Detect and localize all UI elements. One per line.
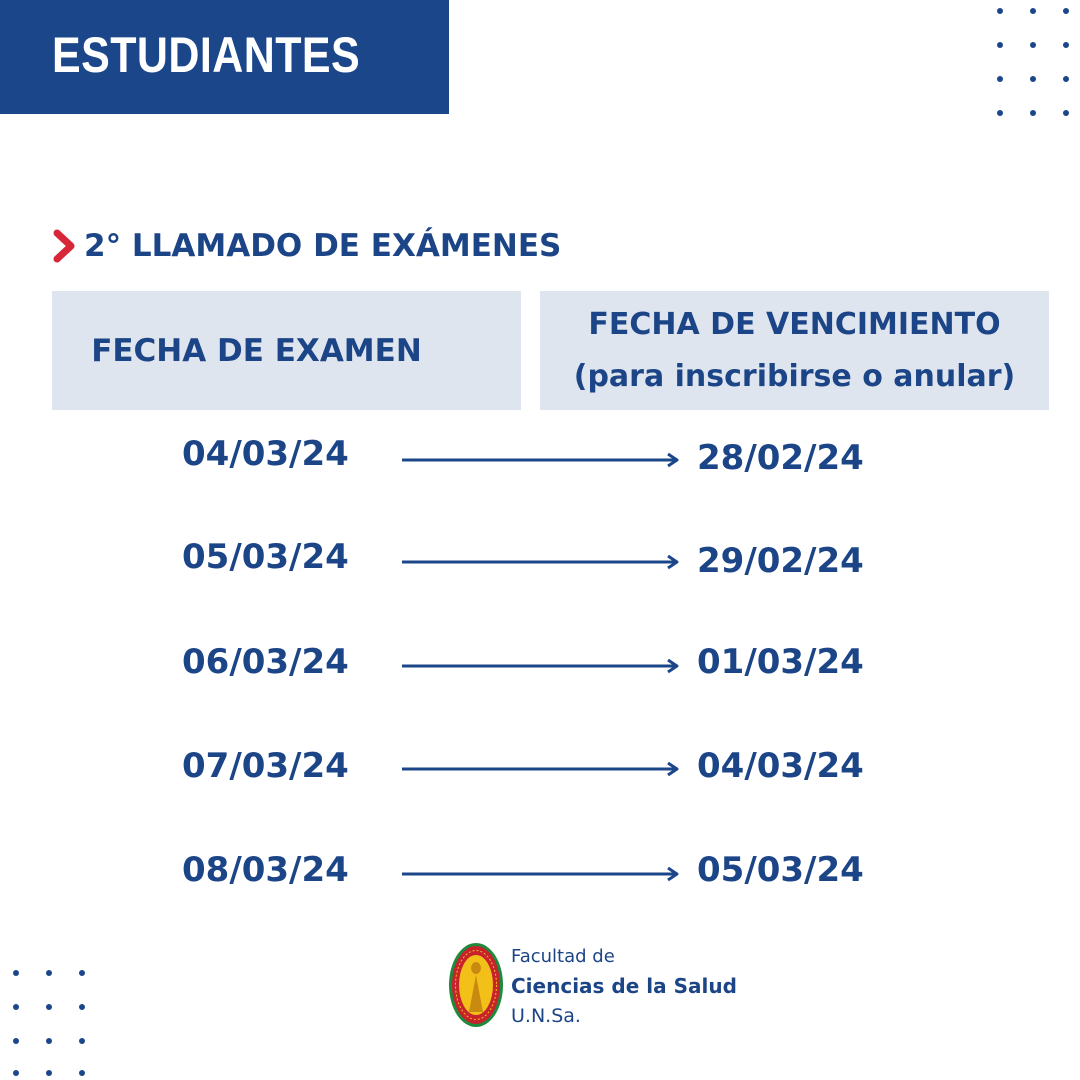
dot-grid-top-right bbox=[997, 8, 1069, 116]
arrow-right-icon bbox=[400, 866, 682, 882]
deadline-date: 29/02/24 bbox=[697, 541, 864, 581]
exam-date: 04/03/24 bbox=[182, 434, 349, 474]
deadline-date: 04/03/24 bbox=[697, 746, 864, 786]
arrow-right-icon bbox=[400, 658, 682, 674]
exam-date: 07/03/24 bbox=[182, 746, 349, 786]
footer-university: U.N.Sa. bbox=[511, 1005, 581, 1027]
table-row bbox=[0, 434, 1080, 494]
column-header-deadline-subtitle: (para inscribirse o anular) bbox=[573, 358, 1016, 394]
deadline-date: 28/02/24 bbox=[697, 438, 864, 478]
section-heading bbox=[52, 226, 561, 266]
university-seal-icon bbox=[448, 942, 504, 1028]
table-row bbox=[0, 850, 1080, 910]
footer-faculty-prefix: Facultad de bbox=[511, 946, 615, 967]
page-title: ESTUDIANTES bbox=[52, 27, 361, 83]
header-band bbox=[0, 0, 449, 114]
table-row bbox=[0, 537, 1080, 597]
column-header-exam-date bbox=[52, 291, 521, 410]
column-header-exam-label: FECHA DE EXAMEN bbox=[91, 332, 422, 369]
deadline-date: 05/03/24 bbox=[697, 850, 864, 890]
exam-date: 05/03/24 bbox=[182, 537, 349, 577]
dot-grid-bottom-left bbox=[13, 970, 85, 1078]
arrow-right-icon bbox=[400, 761, 682, 777]
table-row bbox=[0, 642, 1080, 702]
footer-text bbox=[511, 942, 737, 1031]
table-row bbox=[0, 746, 1080, 806]
deadline-date: 01/03/24 bbox=[697, 642, 864, 682]
footer-faculty-name: Ciencias de la Salud bbox=[511, 974, 737, 998]
section-title: 2° LLAMADO DE EXÁMENES bbox=[84, 228, 562, 264]
column-header-deadline bbox=[540, 291, 1049, 410]
arrow-right-icon bbox=[400, 452, 682, 468]
exam-date: 06/03/24 bbox=[182, 642, 349, 682]
column-header-deadline-title: FECHA DE VENCIMIENTO bbox=[588, 306, 1001, 342]
chevron-right-icon bbox=[52, 229, 78, 263]
arrow-right-icon bbox=[400, 554, 682, 570]
exam-date: 08/03/24 bbox=[182, 850, 349, 890]
